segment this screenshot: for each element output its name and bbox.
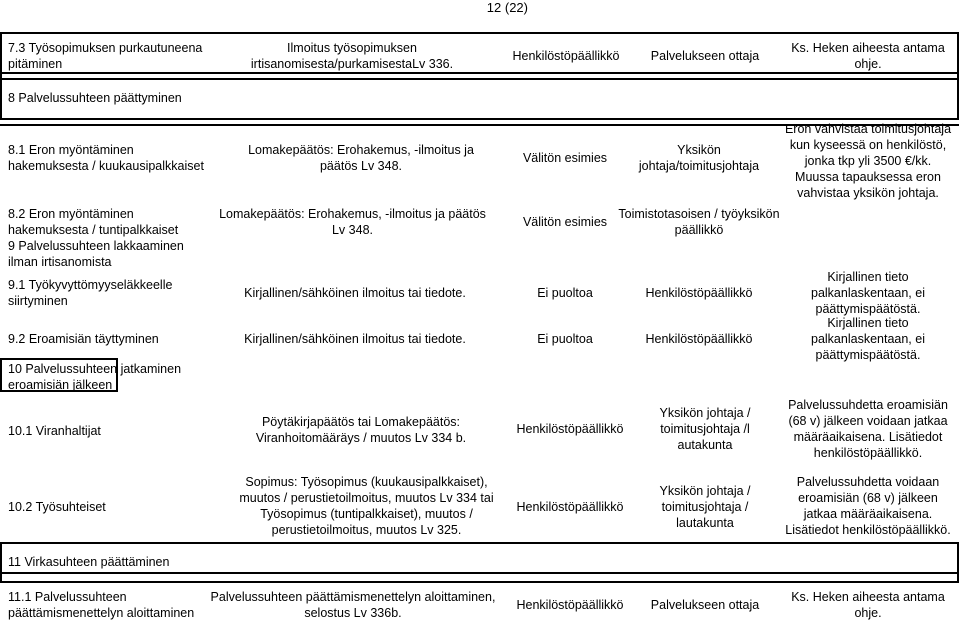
- row-11-1-proposer: Henkilöstöpäällikkö: [516, 598, 624, 612]
- row-10-2-decider: Yksikön johtaja / toimitusjohtaja / lautakunta: [659, 484, 751, 530]
- table-rule: [0, 358, 2, 392]
- row-10-1-proposer: Henkilöstöpäällikkö: [516, 422, 624, 436]
- row-7-3-proposer: Henkilöstöpäällikkö: [512, 49, 620, 63]
- row-10-1-title: 10.1 Viranhaltijat: [8, 424, 101, 438]
- row-9-1-notes: Kirjallinen tieto palkanlaskentaan, ei päättymispäätöstä.: [811, 270, 925, 316]
- section-8-heading: 8 Palvelussuhteen päättyminen: [8, 91, 182, 105]
- row-9-1-document: Kirjallinen/sähköinen ilmoitus tai tiedote.: [244, 286, 466, 300]
- row-7-3-title: 7.3 Työsopimuksen purkautuneena pitäminen: [8, 41, 203, 71]
- row-8-2-decider: Toimistotasoisen / työyksikön päällikkö: [618, 207, 780, 237]
- row-11-1-decider: Palvelukseen ottaja: [650, 598, 760, 612]
- row-9-1-decider: Henkilöstöpäällikkö: [645, 286, 753, 300]
- table-rule: [0, 572, 959, 574]
- row-8-2-proposer: Välitön esimies: [522, 215, 608, 229]
- row-10-2-document: Sopimus: Työsopimus (kuukausipalkkaiset), muutos / perustietoilmoitus, muutos Lv 334 tai Työsopimus (tuntipalkkaiset), muutos / perustietoilmoitus, muutos Lv 325.: [239, 475, 494, 537]
- table-rule: [0, 32, 959, 34]
- row-9-1-title: 9.1 Työkyvyttömyyseläkkeelle siirtyminen: [8, 278, 173, 308]
- row-10-1-document: Pöytäkirjapäätös tai Lomakepäätös: Viranhoitomääräys / muutos Lv 334 b.: [255, 415, 467, 445]
- row-8-1-document: Lomakepäätös: Erohakemus, -ilmoitus ja päätös Lv 348.: [248, 143, 474, 173]
- row-10-1-notes: Palvelussuhdetta eroamisiän (68 v) jälkeen voidaan jatkaa määräaikaisena. Lisätiedot henkilöstöpäällikkö.: [788, 398, 948, 460]
- row-8-1-proposer: Välitön esimies: [522, 151, 608, 165]
- section-11-heading: 11 Virkasuhteen päättäminen: [8, 555, 170, 569]
- section-10-heading: 10 Palvelussuhteen jatkaminen eroamisiän jälkeen: [8, 362, 182, 392]
- table-rule: [0, 32, 2, 119]
- row-10-2-notes: Palvelussuhdetta voidaan eroamisiän (68 v) jälkeen jatkaa määräaikaisena. Lisätiedot henkilöstöpäällikkö.: [785, 475, 951, 537]
- row-11-1-title: 11.1 Palvelussuhteen päättämismenettelyn aloittaminen: [8, 590, 195, 620]
- row-10-2-title: 10.2 Työsuhteiset: [8, 500, 106, 514]
- row-9-2-document: Kirjallinen/sähköinen ilmoitus tai tiedote.: [244, 332, 466, 346]
- row-9-1-proposer: Ei puoltoa: [537, 286, 593, 300]
- section-9-heading: 9 Palvelussuhteen lakkaaminen ilman irtisanomista: [8, 239, 184, 269]
- row-9-2-notes: Kirjallinen tieto palkanlaskentaan, ei päättymispäätöstä.: [811, 316, 925, 362]
- row-8-1-title: 8.1 Eron myöntäminen hakemuksesta / kuukausipalkkaiset: [8, 143, 204, 173]
- row-8-1-notes: Eron vahvistaa toimitusjohtaja kun kyseessä on henkilöstö, jonka tkp yli 3500 €/kk. Muussa tapauksessa eron vahvistaa yksikön johtaja.: [784, 122, 952, 200]
- row-9-2-title: 9.2 Eroamisiän täyttyminen: [8, 332, 159, 346]
- row-9-2-decider: Henkilöstöpäällikkö: [645, 332, 753, 346]
- row-11-1-notes: Ks. Heken aiheesta antama ohje.: [791, 590, 945, 620]
- row-7-3-decider: Palvelukseen ottaja: [650, 49, 760, 63]
- table-rule: [0, 542, 2, 582]
- row-8-2-document: Lomakepäätös: Erohakemus, -ilmoitus ja päätös Lv 348.: [219, 207, 486, 237]
- row-8-2-title: 8.2 Eron myöntäminen hakemuksesta / tuntipalkkaiset: [8, 207, 179, 237]
- row-9-2-proposer: Ei puoltoa: [537, 332, 593, 346]
- row-8-1-decider: Yksikön johtaja/toimitusjohtaja: [638, 143, 760, 173]
- page-number: 12 (22): [486, 0, 528, 15]
- row-10-1-decider: Yksikön johtaja / toimitusjohtaja /l autakunta: [659, 406, 751, 452]
- row-11-1-document: Palvelussuhteen päättämismenettelyn aloittaminen, selostus Lv 336b.: [210, 590, 496, 620]
- row-10-2-proposer: Henkilöstöpäällikkö: [516, 500, 624, 514]
- table-rule: [0, 358, 117, 360]
- row-7-3-notes: Ks. Heken aiheesta antama ohje.: [791, 41, 945, 71]
- row-7-3-document: Ilmoitus työsopimuksen irtisanomisesta/purkamisestaLv 336.: [250, 41, 454, 71]
- table-rule: [0, 581, 959, 583]
- table-rule: [0, 118, 959, 120]
